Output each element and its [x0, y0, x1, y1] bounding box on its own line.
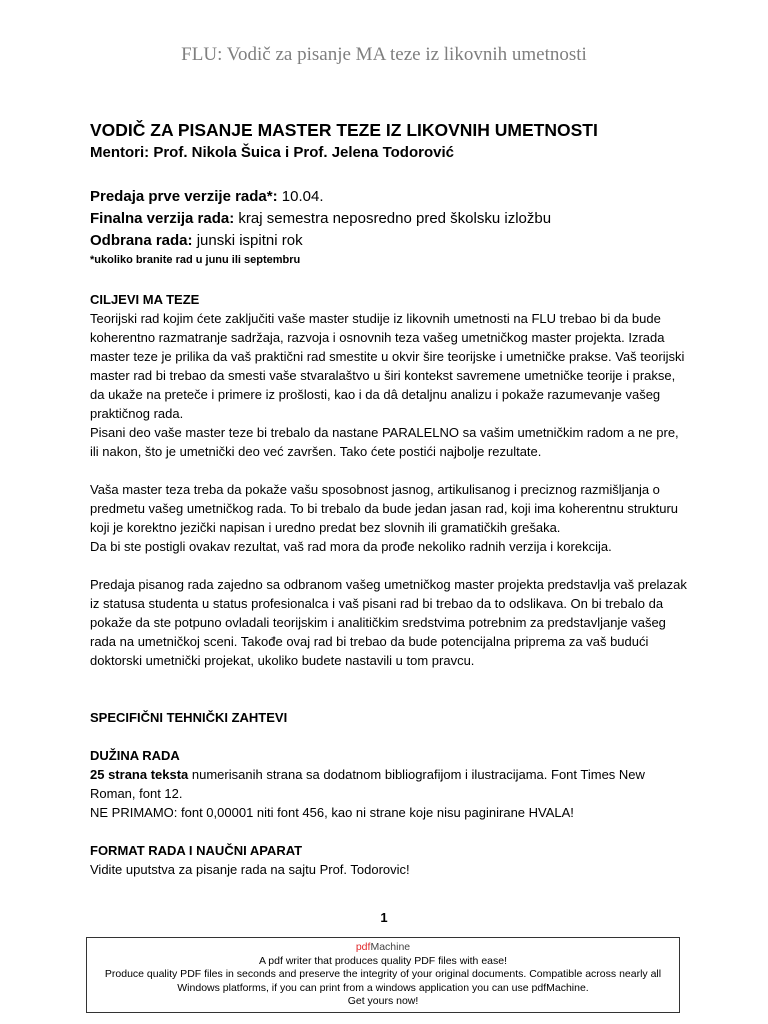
deadline-final-version [90, 208, 690, 230]
section-heading-length: DUŽINA RADA [90, 748, 180, 763]
deadline-footnote: *ukoliko branite rad u junu ili septembru [90, 254, 301, 266]
paragraph [90, 765, 690, 803]
length-bold: 25 strana teksta [90, 767, 189, 782]
mentors-line: Mentori: Prof. Nikola Šuica i Prof. Jelena Todorović [90, 144, 454, 161]
deadline-label: Predaja prve verzije rada*: [90, 188, 278, 205]
deadline-value: kraj semestra neposredno pred školsku izložbu [234, 210, 552, 227]
brand-machine: Machine [370, 941, 411, 953]
section-heading-format: FORMAT RADA I NAUČNI APARAT [90, 843, 303, 858]
page-number: 1 [380, 910, 388, 925]
brand-pdf: pdf [355, 941, 371, 953]
paragraph: Pisani deo vaše master teze bi trebalo da nastane PARALELNO sa vašim umetničkim radom a ne pre, ili nakon, što je umetnički deo već završen. Tako ćete postići najbolje rezultate. [90, 425, 679, 459]
paragraph: Teorijski rad kojim ćete zaključiti vaše master studije iz likovnih umetnosti na FLU trebao bi da bude koherentno razmatranje sadržaja, razvoja i osnovnih teza vašeg umetničkog master projekta. Izrada master teze je prilika da vaš praktični rad smestite u okvir šire teorijske i umetničke prakse. Vaš teorijski master rad bi trebao da smesti vaše stvaralaštvo u širi kontekst savremene umetničke teorije i prakse, da ukaže na preteče i primere iz prošlosti, kao i da dâ detaljnu analizu i pokaže razumevanje vašeg praktičnog rada. [90, 311, 685, 421]
deadline-first-draft [90, 186, 690, 208]
footer-link[interactable]: Get yours now! [347, 995, 419, 1007]
paragraph: Da bi ste postigli ovakav rezultat, vaš rad mora da prođe nekoliko radnih verzija i korekcija. [90, 539, 612, 554]
deadlines-block [90, 186, 690, 268]
paragraph: Vidite uputstva za pisanje rada na sajtu Prof. Todorovic! [90, 862, 410, 877]
length-rest: numerisanih strana sa dodatnom bibliografijom i ilustracijama. Font Times New Roman, font 12. [90, 767, 645, 801]
section-heading-technical: SPECIFIČNI TEHNIČKI ZAHTEVI [90, 710, 288, 725]
running-header: FLU: Vodič za pisanje MA teze iz likovnih umetnosti [181, 44, 587, 65]
deadline-label: Odbrana rada: [90, 232, 193, 249]
footer-line: Produce quality PDF files in seconds and preserve the integrity of your original documents. Compatible across nearly all Windows platforms, if you can print from a windows application you can use pdfMachine. [104, 968, 662, 994]
document-body [90, 118, 690, 879]
pdfmachine-footer[interactable] [86, 937, 680, 1013]
document-title: VODIČ ZA PISANJE MASTER TEZE IZ LIKOVNIH UMETNOSTI [90, 120, 598, 140]
deadline-defense [90, 230, 690, 252]
footer-line: A pdf writer that produces quality PDF files with ease! [258, 954, 508, 967]
deadline-label: Finalna verzija rada: [90, 210, 235, 227]
paragraph: Vaša master teza treba da pokaže vašu sposobnost jasnog, artikulisanog i preciznog razmišljanja o predmetu vašeg umetničkog rada. To bi trebalo da bude jedan jasan rad, koji ima koherentnu strukturu koji je korektno jezički napisan i uredno predat bez slovnih ili gramatičkih grešaka. [90, 482, 679, 535]
deadline-value: junski ispitni rok [192, 232, 303, 249]
paragraph: NE PRIMAMO: font 0,00001 niti font 456, kao ni strane koje nisu paginirane HVALA! [90, 805, 574, 820]
section-heading-goals: CILJEVI MA TEZE [90, 292, 200, 307]
pdfmachine-logo [87, 941, 679, 955]
paragraph: Predaja pisanog rada zajedno sa odbranom vašeg umetničkog master projekta predstavlja vaš prelazak iz statusa studenta u status profesionalca i vaš pisani rad bi trebao da to odslikava. On bi trebalo da pokaže da ste potpuno ovladali teorijskim i analitičkim sredstvima potrebnim za predstavljanje vašeg rada na umetničkoj sceni. Takođe ovaj rad bi trebao da bude potencijalna priprema za vaš budući doktorski umetnički projekat, ukoliko budete nastavili u tom pravcu. [90, 577, 687, 668]
deadline-value: 10.04. [277, 188, 324, 205]
